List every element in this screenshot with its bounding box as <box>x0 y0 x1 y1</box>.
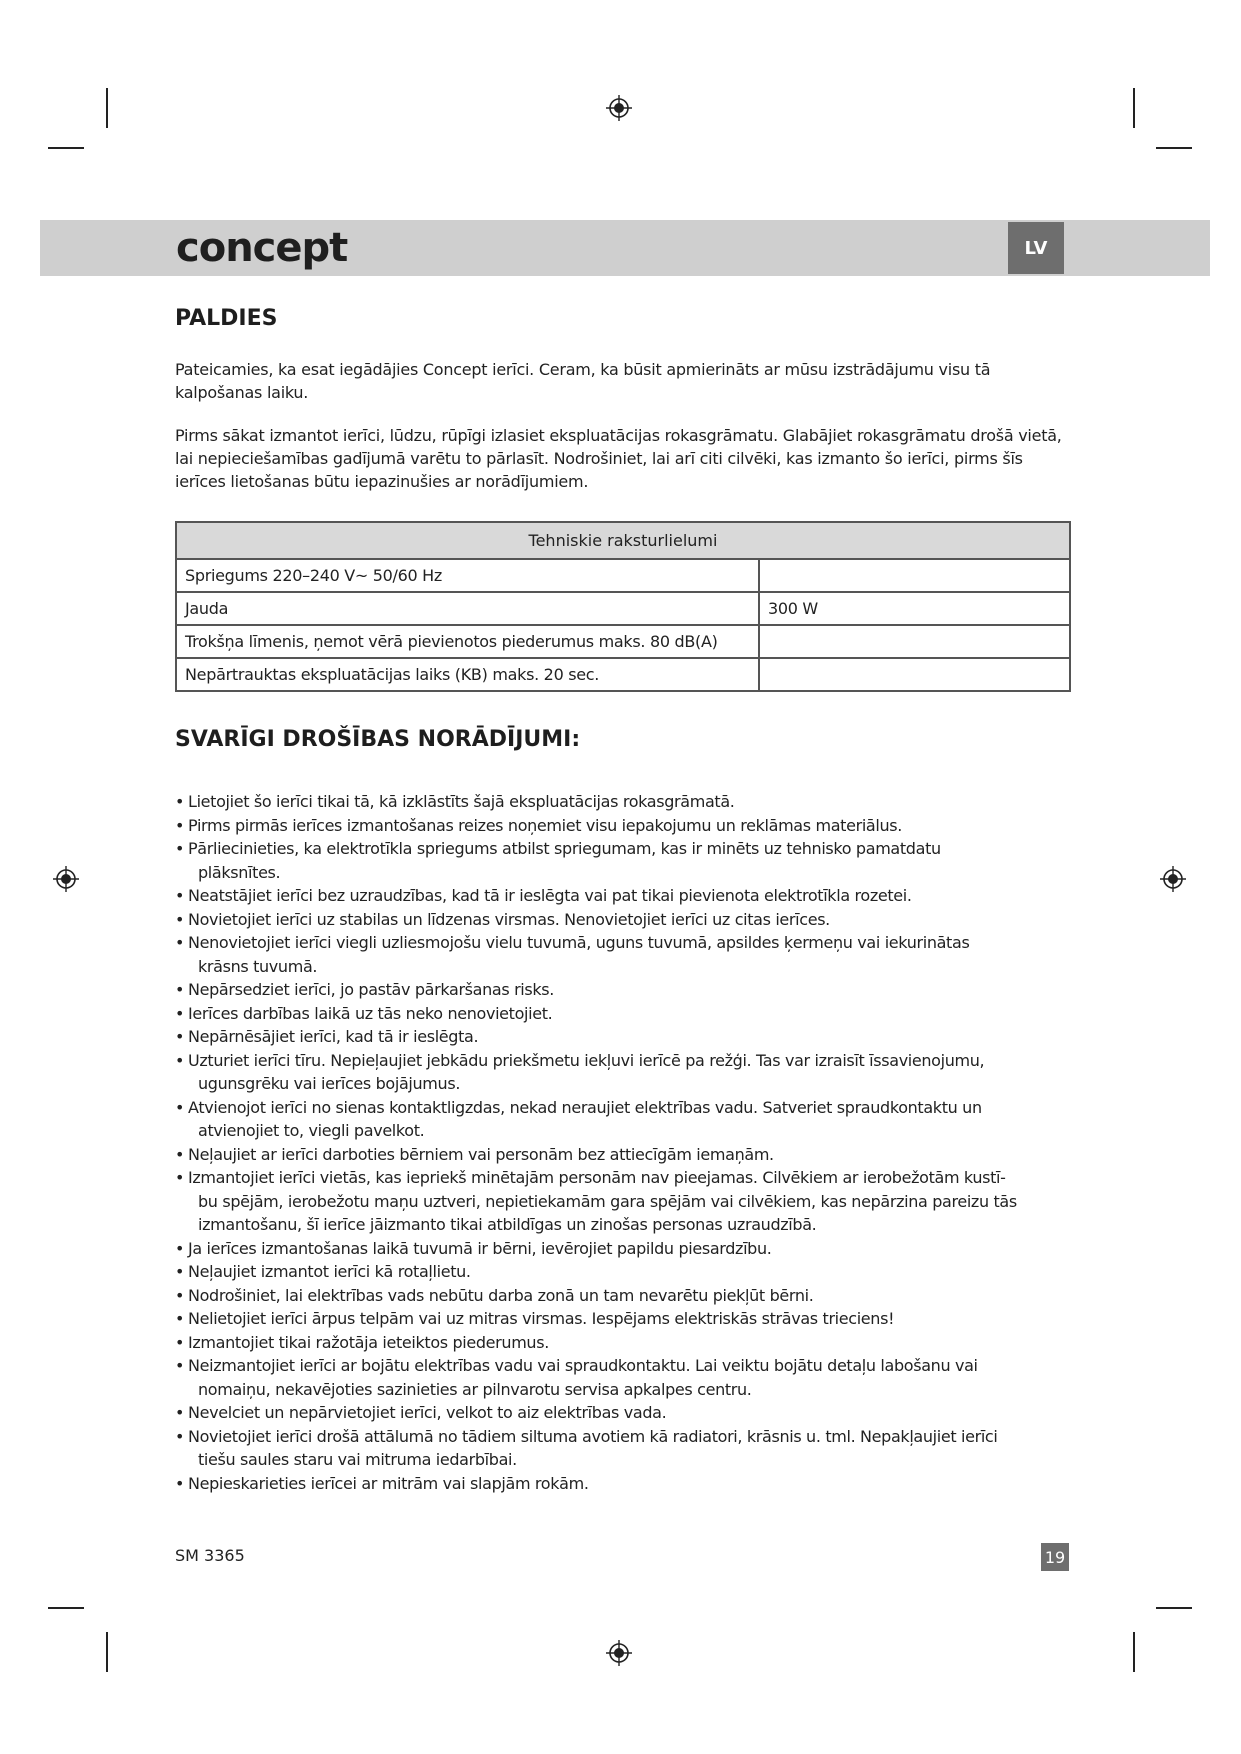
list-item <box>175 1002 1075 1026</box>
crop-mark <box>1133 1632 1135 1672</box>
list-item-text: • Novietojiet ierīci drošā attālumā no tādiem siltuma avotiem kā radiatori, krāsnis u. tml. Nepakļaujiet ierīci <box>188 1426 998 1446</box>
list-item-text: • Atvienojot ierīci no sienas kontaktligzdas, nekad neraujiet elektrības vadu. Satveriet spraudkontaktu un <box>188 1097 982 1117</box>
crop-mark <box>1156 1607 1192 1609</box>
paragraph: Pirms sākat izmantot ierīci, lūdzu, rūpīgi izlasiet ekspluatācijas rokasgrāmatu. Glabājiet rokasgrāmatu drošā vietā, lai nepieciešamības gadījumā varētu to pārlasīt. Nodrošiniet, lai arī citi cilvēki, kas izmanto šo ierīci, pirms šīs ierīces lietošanas būtu iepazinušies ar norādījumiem. <box>175 426 1062 491</box>
list-item-continuation: atvienojiet to, viegli pavelkot. <box>198 1121 425 1140</box>
list-item <box>175 978 1075 1002</box>
spec-value <box>759 625 1070 658</box>
header-band <box>40 220 1210 276</box>
list-item <box>175 1354 1075 1401</box>
list-item-continuation: plāksnītes. <box>198 862 281 882</box>
list-item-text: • Neatstājiet ierīci bez uzraudzības, kad tā ir ieslēgta vai pat tikai pievienota elektrotīkla rozetei. <box>188 886 912 905</box>
list-item-text: • Lietojiet šo ierīci tikai tā, kā izklāstīts šajā ekspluatācijas rokasgrāmatā. <box>188 792 735 811</box>
list-item-text: • Nepārsedziet ierīci, jo pastāv pārkaršanas risks. <box>188 980 555 999</box>
list-item-text: • Uzturiet ierīci tīru. Nepieļaujiet jebkādu priekšmetu iekļuvi ierīcē pa režģi. Tas var izraisīt īssavienojumu, <box>188 1050 985 1070</box>
intro-paragraph-2 <box>175 424 1071 493</box>
safety-section <box>175 727 1071 752</box>
spec-value <box>759 658 1070 691</box>
brand-logo: concept <box>176 225 348 271</box>
list-item-text: • Nepieskarieties ierīcei ar mitrām vai slapjām rokām. <box>188 1473 589 1493</box>
list-item <box>175 1401 1075 1425</box>
list-item <box>175 1049 1075 1096</box>
language-badge: LV <box>1008 222 1064 274</box>
safety-list <box>175 790 1075 1495</box>
list-item-continuation: izmantošanu, šī ierīce jāizmanto tikai atbildīgas un zinošas personas uzraudzībā. <box>198 1215 817 1234</box>
list-item-text: • Pārliecinieties, ka elektrotīkla spriegums atbilst spriegumam, kas ir minēts uz tehnisko pamatdatu <box>188 839 941 858</box>
list-item <box>175 908 1075 932</box>
list-item-text: • Pirms pirmās ierīces izmantošanas reizes noņemiet visu iepakojumu un reklāmas materiālus. <box>188 815 902 835</box>
list-item-text: • Izmantojiet tikai ražotāja ieteiktos piederumus. <box>188 1332 549 1352</box>
list-item-text: • Neļaujiet izmantot ierīci kā rotaļlietu. <box>188 1262 471 1281</box>
list-item <box>175 1025 1075 1049</box>
list-item-continuation: nomaiņu, nekavējoties sazinieties ar pilnvarotu servisa apkalpes centru. <box>198 1379 752 1399</box>
table-row <box>176 658 1070 691</box>
crop-mark <box>106 1632 108 1672</box>
list-item <box>175 790 1075 814</box>
crop-mark <box>48 147 84 149</box>
spec-value: 300 W <box>759 592 1070 625</box>
list-item <box>175 814 1075 838</box>
table-row <box>176 625 1070 658</box>
list-item <box>175 1096 1075 1143</box>
list-item <box>175 1166 1075 1237</box>
section-title: SVARĪGI DROŠĪBAS NORĀDĪJUMI: <box>175 727 581 752</box>
list-item <box>175 1284 1075 1308</box>
list-item-text: • Ierīces darbības laikā uz tās neko nenovietojiet. <box>188 1003 553 1023</box>
page-number: 19 <box>1041 1543 1069 1571</box>
list-item <box>175 1472 1075 1496</box>
registration-mark-icon <box>53 866 79 892</box>
list-item-continuation: krāsns tuvumā. <box>198 956 318 976</box>
crop-mark <box>48 1607 84 1609</box>
spec-value <box>759 559 1070 592</box>
intro-section <box>175 306 1071 331</box>
registration-mark-icon <box>606 95 632 121</box>
registration-mark-icon <box>606 1640 632 1666</box>
list-item-continuation: ugunsgrēku vai ierīces bojājumus. <box>198 1074 461 1093</box>
list-item <box>175 1237 1075 1261</box>
list-item-text: • Nevelciet un nepārvietojiet ierīci, velkot to aiz elektrības vada. <box>188 1403 667 1422</box>
list-item <box>175 1260 1075 1284</box>
crop-mark <box>1156 147 1192 149</box>
list-item <box>175 1425 1075 1472</box>
list-item-text: • Izmantojiet ierīci vietās, kas iepriekš minētajām personām nav pieejamas. Cilvēkiem ar ierobežotām kustī- <box>188 1168 1006 1187</box>
spec-label: Nepārtrauktas ekspluatācijas laiks (KB) maks. 20 sec. <box>176 658 759 691</box>
list-item-text: • Neizmantojiet ierīci ar bojātu elektrības vadu vai spraudkontaktu. Lai veiktu bojātu detaļu labošanu vai <box>188 1356 978 1375</box>
list-item-text: • Neļaujiet ar ierīci darboties bērniem vai personām bez attiecīgām iemaņām. <box>188 1144 774 1164</box>
spec-table-header: Tehniskie raksturlielumi <box>176 522 1070 559</box>
page-title: PALDIES <box>175 306 278 331</box>
list-item <box>175 1331 1075 1355</box>
list-item-text: • Ja ierīces izmantošanas laikā tuvumā ir bērni, ievērojiet papildu piesardzību. <box>188 1238 772 1258</box>
list-item-text: • Nelietojiet ierīci ārpus telpām vai uz mitras virsmas. Iespējams elektriskās strāvas trieciens! <box>188 1309 895 1328</box>
list-item <box>175 1143 1075 1167</box>
list-item-continuation: bu spējām, ierobežotu maņu uztveri, nepietiekamām gara spējām vai cilvēkiem, kas nepārzina pareizu tās <box>198 1191 1017 1211</box>
crop-mark <box>106 88 108 128</box>
list-item <box>175 931 1075 978</box>
intro-paragraph-1 <box>175 358 1071 404</box>
list-item <box>175 884 1075 908</box>
crop-mark <box>1133 88 1135 128</box>
spec-table <box>175 521 1071 692</box>
list-item-text: • Nepārnēsājiet ierīci, kad tā ir ieslēgta. <box>188 1027 479 1046</box>
paragraph: Pateicamies, ka esat iegādājies Concept ierīci. Ceram, ka būsit apmierināts ar mūsu izstrādājumu visu tā kalpošanas laiku. <box>175 360 991 402</box>
table-row <box>176 592 1070 625</box>
model-number: SM 3365 <box>175 1546 245 1565</box>
list-item-text: • Nenovietojiet ierīci viegli uzliesmojošu vielu tuvumā, uguns tuvumā, apsildes ķermeņu vai iekurinātas <box>188 933 970 952</box>
spec-label: Jauda <box>176 592 759 625</box>
registration-mark-icon <box>1160 866 1186 892</box>
list-item-text: • Nodrošiniet, lai elektrības vads nebūtu darba zonā un tam nevarētu piekļūt bērni. <box>188 1285 814 1305</box>
list-item <box>175 1307 1075 1331</box>
list-item <box>175 837 1075 884</box>
spec-label: Trokšņa līmenis, ņemot vērā pievienotos piederumus maks. 80 dB(A) <box>176 625 759 658</box>
list-item-text: • Novietojiet ierīci uz stabilas un līdzenas virsmas. Nenovietojiet ierīci uz citas ierīces. <box>188 909 830 929</box>
spec-label: Spriegums 220–240 V~ 50/60 Hz <box>176 559 759 592</box>
table-row <box>176 559 1070 592</box>
list-item-continuation: tiešu saules staru vai mitruma iedarbībai. <box>198 1450 517 1469</box>
